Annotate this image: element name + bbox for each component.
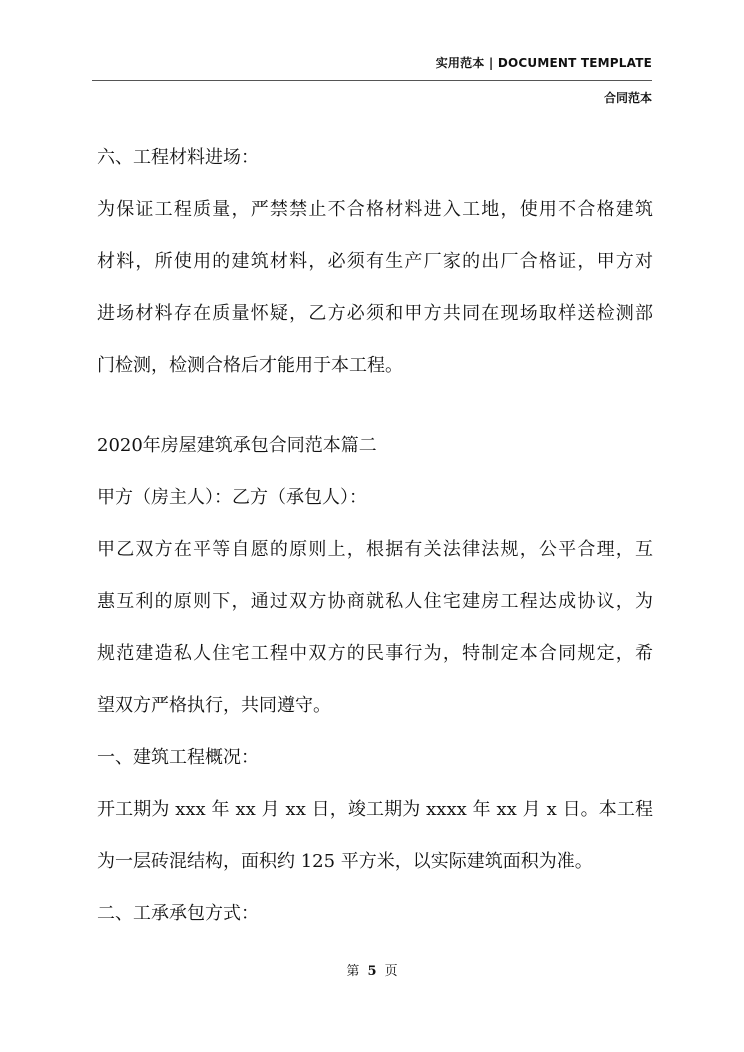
paragraph-gap	[97, 400, 653, 428]
paragraph-line: 开工期为 xxx 年 xx 月 xx 日，竣工期为 xxxx 年 xx 月 x 日。本工程	[97, 799, 653, 820]
section-title: 2020年房屋建筑承包合同范本篇二	[97, 435, 377, 456]
paragraph-line: 惠互利的原则下，通过双方协商就私人住宅建房工程达成协议，为	[97, 591, 653, 612]
paragraph-line: 甲乙双方在平等自愿的原则上，根据有关法律法规，公平合理，互	[97, 539, 653, 560]
page-number: 5	[367, 964, 377, 979]
page-suffix: 页	[384, 964, 398, 979]
page-prefix: 第	[346, 964, 360, 979]
paragraph-line: 门检测，检测合格后才能用于本工程。	[97, 355, 403, 376]
page-footer	[0, 960, 744, 979]
parties-line: 甲方（房主人）：乙方（承包人）：	[97, 487, 367, 508]
header-title: 实用范本 | DOCUMENT TEMPLATE	[435, 56, 652, 70]
paragraph-line: 规范建造私人住宅工程中双方的民事行为，特制定本合同规定，希	[97, 643, 653, 664]
header-divider	[92, 80, 652, 81]
paragraph-line: 为保证工程质量，严禁禁止不合格材料进入工地，使用不合格建筑	[97, 199, 653, 220]
paragraph-line: 望双方严格执行，共同遵守。	[97, 695, 331, 716]
section-heading: 六、工程材料进场：	[97, 147, 259, 168]
paragraph-line: 进场材料存在质量怀疑，乙方必须和甲方共同在现场取样送检测部	[97, 303, 653, 324]
paragraph-line: 材料，所使用的建筑材料，必须有生产厂家的出厂合格证，甲方对	[97, 251, 653, 272]
header-subtitle: 合同范本	[603, 91, 652, 105]
section-heading: 一、建筑工程概况：	[97, 747, 259, 768]
paragraph-line: 为一层砖混结构，面积约 125 平方米，以实际建筑面积为准。	[97, 851, 593, 872]
section-heading: 二、工承承包方式：	[97, 903, 259, 924]
document-body	[97, 140, 653, 948]
